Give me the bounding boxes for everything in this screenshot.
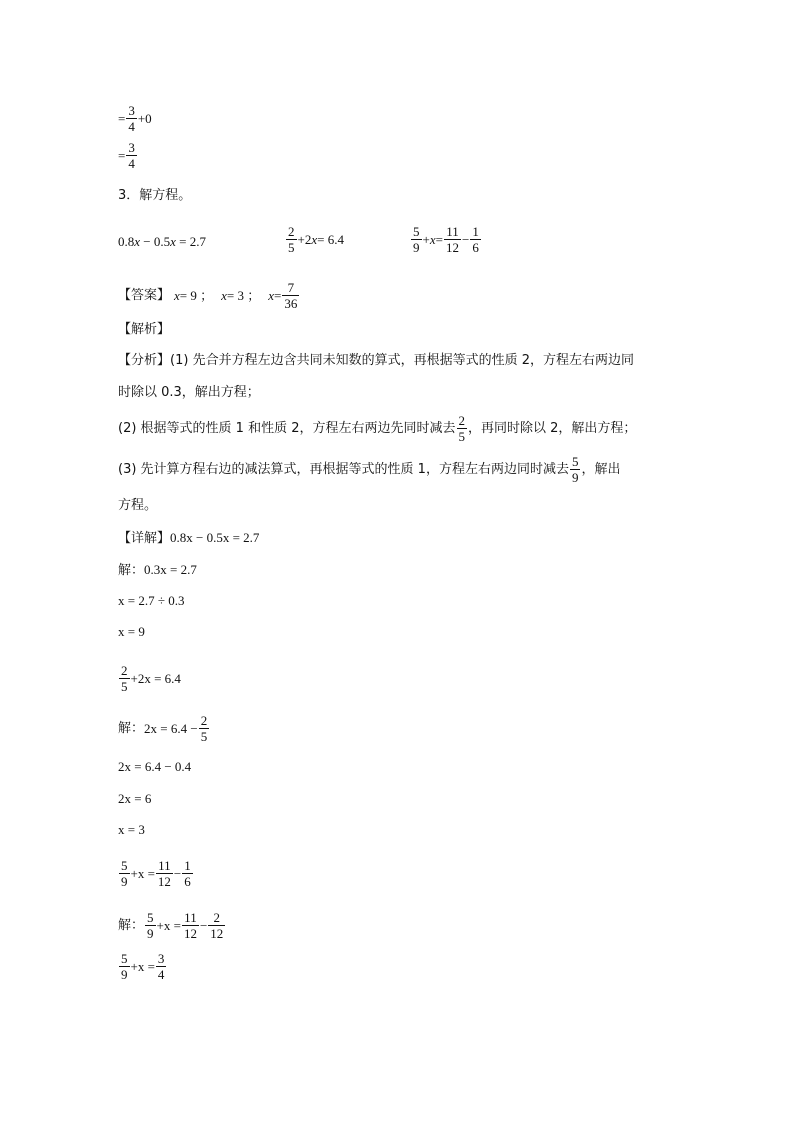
fraction: $\frac{2}{12}$ — [210, 910, 224, 941]
expression-tail: +0 — [137, 110, 152, 126]
detail-label: 【详解】 — [118, 531, 171, 546]
solve-step: 2x = 6 — [118, 791, 152, 806]
fraction: $\frac{2}{5}$ — [288, 224, 295, 255]
answer-label: 【答案】 — [118, 287, 171, 303]
fraction: $\frac{5}{9}$ — [413, 224, 420, 255]
fraction: $\frac{5}{9}$ — [121, 858, 128, 889]
equation-2-restated: $\frac{2}{5}$ +2x = 6.4 — [121, 663, 181, 694]
equation-3-restated: $\frac{5}{9}$ +x = $\frac{11}{12}$ − $\frac{1}{6}$ — [121, 858, 191, 889]
solve-step: 解：0.3x = 2.7 — [118, 562, 197, 578]
fraction: $\frac{2}{5}$ — [458, 413, 465, 444]
fraction: $\frac{3}{4}$ — [157, 951, 165, 982]
problem-title: 3．解方程。 — [118, 188, 192, 203]
equals-sign: = — [118, 110, 126, 126]
fraction: $\frac{2}{5}$ — [200, 713, 208, 744]
solve-step: 2x = 6.4 − 0.4 — [118, 759, 192, 774]
equation-3: $\frac{5}{9}$ + x = $\frac{11}{12}$ − $\frac{1}{6}$ — [413, 224, 479, 255]
prev-step-2 — [118, 140, 138, 171]
fraction: $\frac{2}{5}$ — [121, 663, 128, 694]
fenxi-label: 【分析】 — [118, 353, 171, 368]
solve-step: x = 2.7 ÷ 0.3 — [118, 593, 185, 608]
prev-step-1 — [118, 103, 152, 134]
equation-2: $\frac{2}{5}$ +2 x = 6.4 — [288, 224, 344, 255]
fraction: $\frac{3}{4}$ — [128, 140, 135, 171]
fraction: $\frac{5}{9}$ — [571, 454, 579, 485]
fraction: $\frac{1}{6}$ — [472, 224, 479, 255]
fenxi-line-5: 方程。 — [118, 498, 158, 513]
fraction: $\frac{3}{4}$ — [128, 103, 135, 134]
fenxi-line-4: (3) 先计算方程右边的减法算式，再根据等式的性质 1，方程左右两边同时减去 $\frac{5}{9}$ ，解出 — [118, 454, 621, 485]
fenxi-line-1: 【分析】(1) 先合并方程左边含共同未知数的算式，再根据等式的性质 2，方程左右两边同 — [118, 353, 634, 368]
detail-head: 【详解】0.8x − 0.5x = 2.7 — [118, 530, 260, 546]
fraction: $\frac{7}{36}$ — [284, 280, 298, 311]
solve-step: x = 3 — [118, 822, 145, 837]
fraction: $\frac{5}{9}$ — [121, 951, 128, 982]
solve-step: $\frac{5}{9}$ +x = $\frac{3}{4}$ — [121, 951, 165, 982]
solve-step: 解： 2x = 6.4 − $\frac{2}{5}$ — [118, 713, 208, 744]
solve-step: 解： $\frac{5}{9}$ +x = $\frac{11}{12}$ − $\frac{2}{12}$ — [118, 910, 224, 941]
fenxi-line-3: (2) 根据等式的性质 1 和性质 2，方程左右两边先同时减去 $\frac{2}{5}$ ，再同时除以 2，解出方程； — [118, 413, 637, 444]
fraction: $\frac{11}{12}$ — [445, 224, 459, 255]
fenxi-line-2: 时除以 0.3，解出方程； — [118, 385, 260, 400]
fraction: $\frac{5}{9}$ — [147, 910, 154, 941]
analysis-label: 【解析】 — [118, 322, 171, 337]
fraction: $\frac{11}{12}$ — [157, 858, 171, 889]
equals-sign: = — [118, 147, 126, 163]
fraction: $\frac{1}{6}$ — [184, 858, 191, 889]
solve-step: x = 9 — [118, 624, 145, 639]
answer-line: 【答案】 x = 9 ； x = 3 ； x = $\frac{7}{36}$ — [118, 280, 298, 311]
equation-1: 0.8x − 0.5x = 2.7 — [118, 234, 206, 249]
fraction: $\frac{11}{12}$ — [183, 910, 197, 941]
